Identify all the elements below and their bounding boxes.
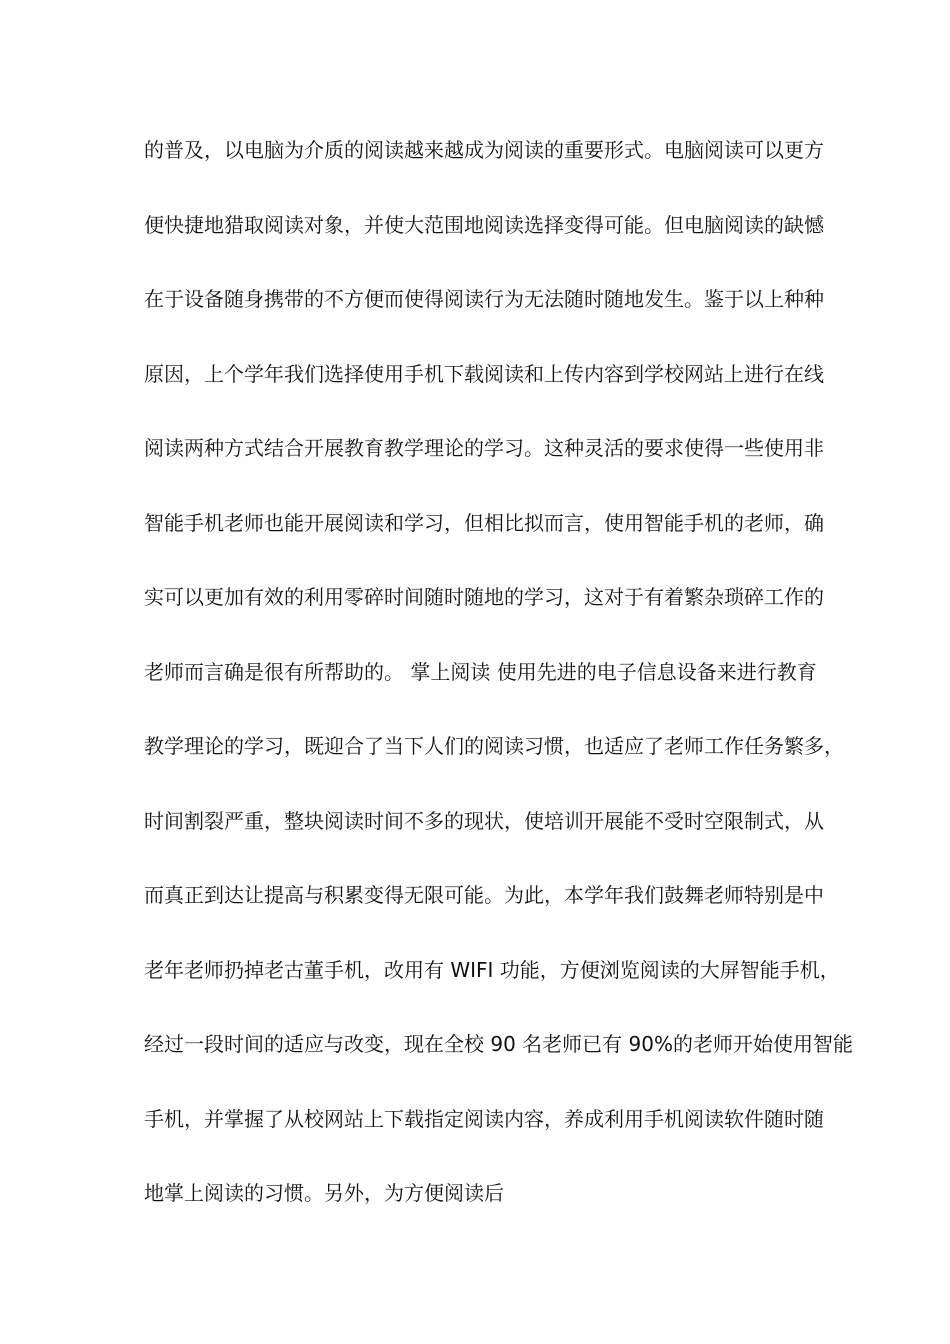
text-line: 智能手机老师也能开展阅读和学习，但相比拟而言，使用智能手机的老师，确 [144, 510, 824, 535]
text-line: 时间割裂严重，整块阅读时间不多的现状，使培训开展能不受时空限制式，从 [144, 808, 824, 833]
body-text [144, 126, 853, 1244]
text-line: 经过一段时间的适应与改变，现在全校 90 名老师已有 90%的老师开始使用智能 [144, 1032, 853, 1056]
text-line: 阅读两种方式结合开展教育教学理论的学习。这种灵活的要求使得一些使用非 [144, 436, 824, 460]
text-line: 教学理论的学习，既迎合了当下人们的阅读习惯，也适应了老师工作任务繁多， [144, 734, 844, 758]
text-line: 而真正到达让提高与积累变得无限可能。为此，本学年我们鼓舞老师特别是中 [144, 883, 824, 907]
text-line: 原因，上个学年我们选择使用手机下载阅读和上传内容到学校网站上进行在线 [144, 361, 824, 386]
text-line: 的普及，以电脑为介质的阅读越来越成为阅读的重要形式。电脑阅读可以更方 [144, 138, 824, 162]
text-line: 老年老师扔掉老古董手机，改用有 WIFI 功能，方便浏览阅读的大屏智能手机， [144, 957, 840, 982]
text-line: 地掌上阅读的习惯。另外，为方便阅读后 [144, 1181, 504, 1205]
text-line: 手机，并掌握了从校网站上下载指定阅读内容，养成利用手机阅读软件随时随 [144, 1106, 824, 1131]
text-line: 老师而言确是很有所帮助的。 掌上阅读 使用先进的电子信息设备来进行教育 [144, 659, 817, 684]
text-line: 在于设备随身携带的不方便而使得阅读行为无法随时随地发生。鉴于以上种种 [144, 287, 824, 311]
text-line: 实可以更加有效的利用零碎时间随时随地的学习，这对于有着繁杂琐碎工作的 [144, 585, 824, 609]
text-line: 便快捷地猎取阅读对象，并使大范围地阅读选择变得可能。但电脑阅读的缺憾 [144, 212, 824, 237]
